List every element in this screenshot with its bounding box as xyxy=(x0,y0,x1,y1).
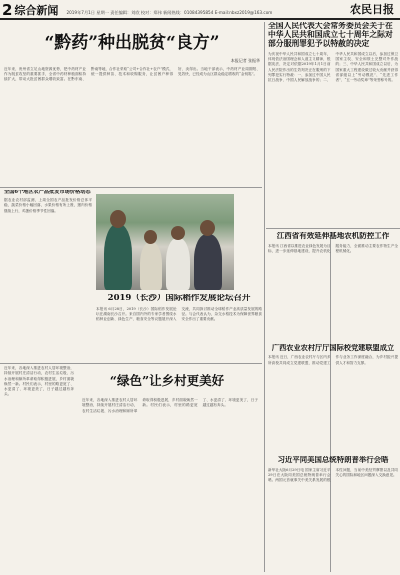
green-headline: “绿色”让乡村更美好 xyxy=(109,373,225,388)
green-article xyxy=(4,366,260,572)
price-headline: 全国6个地区农产品批发市场价格动态 xyxy=(4,190,91,195)
person-head xyxy=(110,210,126,228)
lead-article xyxy=(4,24,260,186)
lead-headline: “黔药”种出脱贫“良方” xyxy=(44,33,220,53)
forum-headline: 2019（长沙）国际稻作发展论坛召开 xyxy=(107,294,251,303)
header-meta: 2019年7月1日 星期一 责任编辑：刘欣 校对：郑伟 新闻热线：01084395854 E-mail:nbxz2019@163.com xyxy=(66,10,273,15)
page-number: 2 xyxy=(2,1,13,19)
section-rule xyxy=(0,187,262,188)
person-head xyxy=(144,230,157,244)
column-rule xyxy=(264,22,265,572)
decision-headline: 全国人民代表大会常务委员会关于在中华人民共和国成立七十周年之际对部分服刑罪犯予以特赦的决定 xyxy=(268,22,393,48)
page-header xyxy=(0,0,400,20)
person-head xyxy=(171,226,185,240)
guangxi-article xyxy=(268,344,398,452)
lead-body: 近年来，贵州省立足山地资源优势，把中药材产业作为脱贫攻坚的重要抓手，全省中药材种植面积持续扩大，带动大批贫困群众增收致富。在黔东南、黔南等地，合作社采取“公司+合作社+农户”模式，统一提供种苗、技术和收购服务，让贫困户种得好、卖得出。当地干部表示，中药材产业周期短、见效快，已经成为山区群众稳定增收的“金钥匙”。 xyxy=(4,66,260,82)
jiangxi-article xyxy=(268,232,398,340)
decision-body: 为庆祝中华人民共和国成立七十周年，体现依法治国理念和人道主义精神，根据宪法，决定对依据2019年1月1日前人民法院作出的生效判决正在服刑的下列罪犯实行特赦：一、参加过中国人民抗日战争、中国人民解放战争的；二、中华人民共和国成立以后，参加过保卫国家主权、安全和领土完整对外作战的；三、中华人民共和国成立以后，为国家重大工程建设做过较大贡献并获得省部级以上“劳动模范”、“先进工作者”、“五一劳动奖章”等荣誉称号的。 xyxy=(268,51,398,83)
section-rule xyxy=(266,228,400,229)
masthead: 农民日报 xyxy=(350,3,394,16)
price-body: 据农业农村部监测，上周全国农产品批发价格总体平稳，蔬菜价格小幅回落，水果价格有所上涨，猪肉价格继续上行，鸡蛋价格季节性回落。 xyxy=(4,197,92,213)
person-head xyxy=(200,220,215,236)
xi-trump-body: 新华社大阪6月29日电 国家主席习近平29日在大阪同美国总统特朗普举行会晤。两国元首就事关中美关系发展的根本性问题，当前中美经贸摩擦以及共同关心的国际和地区问题深入交换意见。 xyxy=(268,467,398,483)
jiangxi-body: 本报讯 江西省以推进农业绿色发展为目标，进一步延伸基地建设，提升农机化服务能力，全面推动主要农作物生产全程机械化。 xyxy=(268,243,398,253)
person-figure xyxy=(166,238,190,290)
green-body: 近年来，各地深入推进农村人居环境整治，持续开展村庄清洁行动，农村生活垃圾、污水治理和厕所革命取得积极进展，乡村面貌焕然一新。村民们表示，村里的路更宽了、水更清了、环境更美了，日子越过越有奔头。 xyxy=(82,398,258,413)
xi-trump-article xyxy=(268,456,398,572)
jiangxi-headline: 江西省有效延伸基地农机防控工作 xyxy=(276,232,390,240)
news-photo xyxy=(96,194,234,290)
price-article xyxy=(4,190,92,360)
section-rule xyxy=(0,363,262,364)
section-title: 综合新闻 xyxy=(14,4,59,17)
person-figure xyxy=(140,242,162,290)
guangxi-body: 本报讯 近日，广西农业农村厅与区内多所高校共同成立党建联盟，推动党建工作与业务工作深度融合，为乡村振兴提供人才和智力支撑。 xyxy=(268,355,398,365)
person-figure xyxy=(194,234,222,290)
decision-article xyxy=(268,22,398,226)
lead-byline: 本报记者 张振华 xyxy=(230,57,260,63)
guangxi-headline: 广西农业农村厅厅国际校党建联盟成立 xyxy=(271,344,395,352)
person-figure xyxy=(104,224,132,290)
green-side-body: 近年来，各地深入推进农村人居环境整治，持续开展村庄清洁行动，农村生活垃圾、污水治理和厕所革命取得积极进展，乡村面貌焕然一新。村民们表示，村里的路更宽了、水更清了、环境更美了，日子越过越有奔头。 xyxy=(4,366,74,397)
forum-body: 本报讯 6月28日，2019（长沙）国际稻作发展论坛在湖南长沙召开。来自国内外的专家学者围绕水稻种业创新、绿色生产、粮食安全等议题展开深入交流，共同探讨推动全球稻作产业高质量发展的路径。与会代表认为，杂交水稻技术为保障世界粮食安全作出了重要贡献。 xyxy=(96,306,262,322)
xi-trump-headline: 习近平同美国总统特朗普举行会晤 xyxy=(277,456,389,464)
forum-article xyxy=(96,294,262,362)
